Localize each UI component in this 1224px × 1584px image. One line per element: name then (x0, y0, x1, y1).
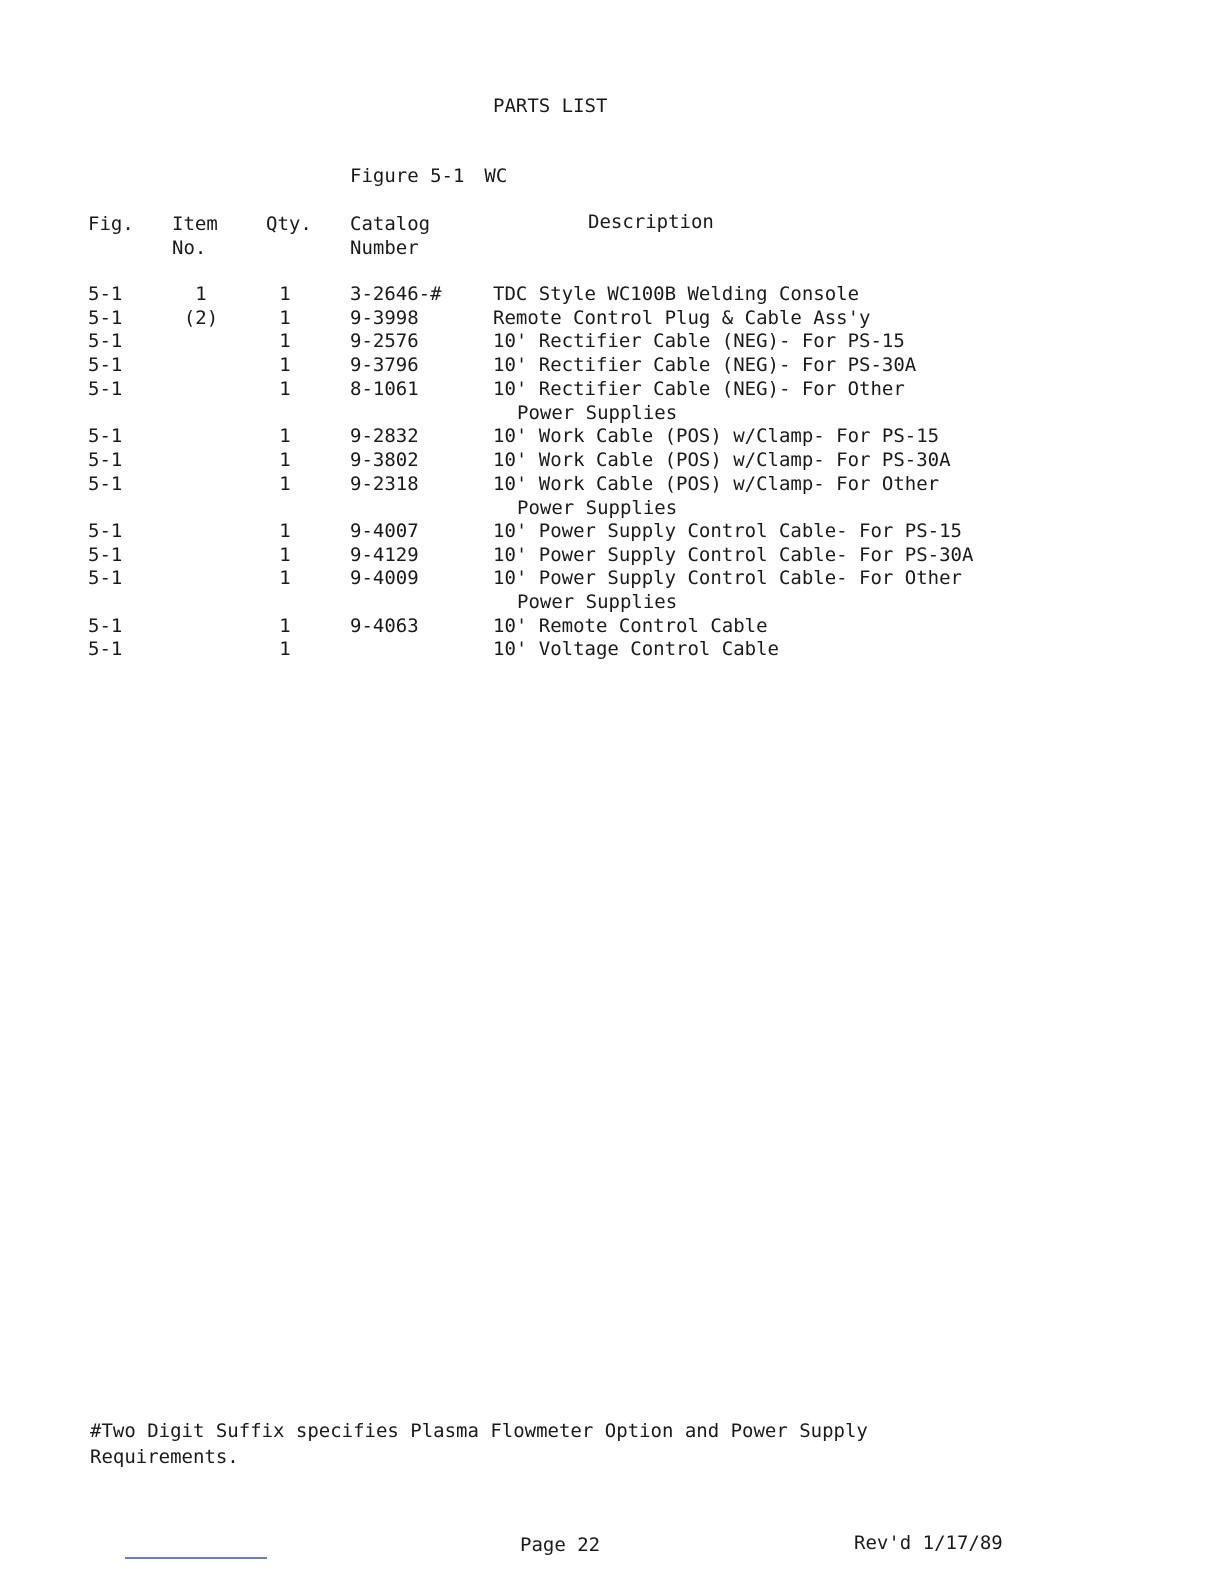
header-catalog: Catalog Number (350, 213, 431, 259)
cell-description: 10' Work Cable (POS) w/Clamp- For PS-30A (493, 448, 951, 471)
cell-description: 10' Rectifier Cable (NEG)- For PS-30A (493, 354, 917, 377)
cell-qty: 1 (279, 377, 291, 400)
cell-fig: 5-1 (88, 567, 123, 590)
cell-fig: 5-1 (88, 448, 123, 471)
cell-description: 10' Work Cable (POS) w/Clamp- For PS-15 (493, 425, 940, 448)
figure-code: WC (484, 165, 508, 187)
cell-fig: 5-1 (88, 543, 123, 566)
cell-fig: 5-1 (88, 283, 123, 305)
table-row (0, 329, 1224, 353)
cell-qty: 1 (279, 425, 291, 448)
cell-description: 10' Rectifier Cable (NEG)- For Other Power Supplies (493, 377, 905, 424)
header-description: Description (588, 211, 714, 233)
table-row (0, 448, 1224, 472)
cell-description: 10' Power Supply Control Cable- For PS-15 (493, 519, 962, 542)
table-row (0, 543, 1224, 567)
cell-description: Remote Control Plug & Cable Ass'y (493, 306, 871, 329)
cell-catalog: 9-3998 (350, 306, 419, 329)
header-fig: Fig. (88, 213, 134, 235)
revision-date: Rev'd 1/17/89 (854, 1532, 1003, 1554)
cell-description: 10' Power Supply Control Cable- For Other Power Supplies (493, 567, 962, 614)
cell-catalog: 9-4007 (350, 519, 419, 542)
cell-catalog: 9-4063 (350, 614, 419, 637)
cell-catalog: 9-2832 (350, 425, 419, 448)
cell-catalog: 9-2318 (350, 472, 419, 495)
footnote: #Two Digit Suffix specifies Plasma Flowmeter Option and Power Supply Requirements. (90, 1420, 868, 1468)
cell-fig: 5-1 (88, 330, 123, 353)
cell-description-continuation: Power Supplies (517, 591, 678, 614)
cell-catalog: 9-4129 (350, 543, 419, 566)
header-item: Item No. (172, 213, 218, 259)
cell-fig: 5-1 (88, 519, 123, 542)
bottom-rule (125, 1557, 267, 1559)
cell-qty: 1 (279, 472, 291, 495)
cell-qty: 1 (279, 354, 291, 377)
page-number: Page 22 (520, 1534, 601, 1556)
cell-item: (2) (183, 306, 219, 329)
cell-qty: 1 (279, 638, 291, 661)
table-row (0, 472, 1224, 519)
cell-description: 10' Rectifier Cable (NEG)- For PS-15 (493, 330, 905, 353)
table-row (0, 566, 1224, 613)
cell-qty: 1 (279, 543, 291, 566)
table-row (0, 519, 1224, 543)
cell-fig: 5-1 (88, 614, 123, 637)
cell-description: 10' Power Supply Control Cable- For PS-30A (493, 543, 974, 566)
cell-catalog: 9-4009 (350, 567, 419, 590)
cell-qty: 1 (279, 519, 291, 542)
cell-qty: 1 (279, 567, 291, 590)
cell-catalog: 8-1061 (350, 377, 419, 400)
cell-qty: 1 (279, 614, 291, 637)
page-title: PARTS LIST (493, 95, 608, 117)
cell-fig: 5-1 (88, 425, 123, 448)
table-row (0, 637, 1224, 661)
table-row (0, 424, 1224, 448)
table-row (0, 377, 1224, 424)
cell-fig: 5-1 (88, 306, 123, 329)
cell-catalog: 9-3802 (350, 448, 419, 471)
cell-description-continuation: Power Supplies (517, 401, 678, 424)
cell-description: 10' Work Cable (POS) w/Clamp- For Other Power Supplies (493, 472, 940, 519)
cell-catalog: 9-3796 (350, 354, 419, 377)
cell-catalog: 9-2576 (350, 330, 419, 353)
cell-qty: 1 (279, 448, 291, 471)
table-row (0, 614, 1224, 638)
cell-qty: 1 (279, 330, 291, 353)
parts-table (0, 282, 1224, 661)
cell-fig: 5-1 (88, 638, 123, 661)
cell-description: 10' Remote Control Cable (493, 614, 768, 637)
cell-fig: 5-1 (88, 354, 123, 377)
table-row (0, 353, 1224, 377)
cell-description: TDC Style WC100B Welding Console (493, 283, 860, 305)
cell-description-continuation: Power Supplies (517, 496, 678, 519)
cell-item: 1 (195, 283, 207, 305)
table-row (0, 282, 1224, 306)
header-qty: Qty. (266, 213, 312, 235)
cell-fig: 5-1 (88, 472, 123, 495)
figure-label: Figure 5-1 (350, 165, 465, 187)
cell-qty: 1 (279, 283, 291, 305)
table-row (0, 306, 1224, 330)
cell-fig: 5-1 (88, 377, 123, 400)
cell-catalog: 3-2646-# (350, 283, 442, 305)
figure-caption (350, 164, 507, 188)
cell-qty: 1 (279, 306, 291, 329)
cell-description: 10' Voltage Control Cable (493, 638, 779, 661)
